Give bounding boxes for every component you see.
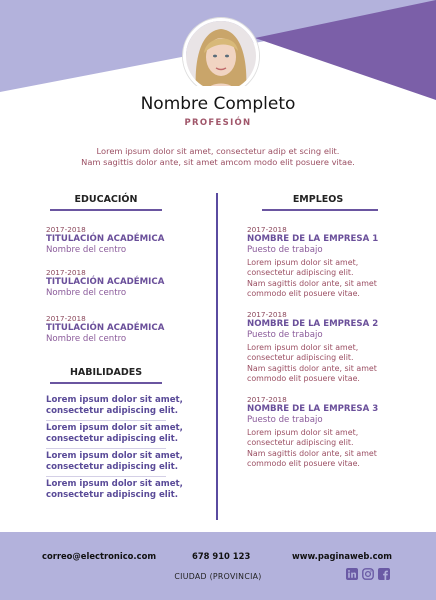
job-desc-line: Lorem ipsum dolor sit amet, (247, 343, 359, 352)
job-position: Puesto de trabajo (247, 245, 323, 255)
education-year: 2017-2018 (46, 268, 86, 277)
skills-title: HABILIDADES (69, 367, 143, 378)
footer-website[interactable]: www.paginaweb.com (292, 551, 393, 561)
job-desc-line: commodo elit posuere vitae. (247, 288, 360, 298)
jobs-title: EMPLEOS (292, 194, 344, 205)
skill-separator (46, 420, 166, 421)
education-degree: TITULACIÓN ACADÉMICA (46, 234, 165, 244)
job-description (247, 428, 378, 469)
education-year: 2017-2018 (46, 314, 86, 323)
skill-line: Lorem ipsum dolor sit amet, (46, 451, 183, 461)
job-position: Puesto de trabajo (247, 415, 323, 425)
education-center: Nombre del centro (46, 245, 127, 255)
skill-separator (46, 476, 166, 477)
intro-text (40, 146, 396, 168)
job-position: Puesto de trabajo (247, 330, 323, 340)
job-desc-line: Lorem ipsum dolor sit amet, (247, 258, 359, 267)
skill-line: Lorem ipsum dolor sit amet, (46, 479, 183, 489)
job-year: 2017-2018 (247, 225, 287, 234)
education-degree: TITULACIÓN ACADÉMICA (46, 323, 165, 333)
job-desc-line: Lorem ipsum dolor sit amet, (247, 428, 359, 437)
job-company: NOMBRE DE LA EMPRESA 2 (247, 319, 379, 329)
job-desc-line: commodo elit posuere vitae. (247, 373, 360, 383)
job-company: NOMBRE DE LA EMPRESA 3 (247, 404, 379, 414)
job-year: 2017-2018 (247, 310, 287, 319)
job-desc-line: Nam sagittis dolor ante, sit amet (247, 363, 377, 373)
skill-line: Lorem ipsum dolor sit amet, (46, 395, 183, 405)
skill-separator (46, 448, 166, 449)
job-item (247, 310, 378, 384)
job-year: 2017-2018 (247, 395, 287, 404)
column-divider (216, 193, 218, 520)
skill-item (46, 395, 183, 417)
job-company: NOMBRE DE LA EMPRESA 1 (247, 234, 379, 244)
education-center: Nombre del centro (46, 334, 127, 344)
job-description (247, 343, 378, 384)
job-desc-line: Nam sagittis dolor ante, sit amet (247, 448, 377, 458)
full-name: Nombre Completo (140, 94, 296, 114)
education-degree: TITULACIÓN ACADÉMICA (46, 277, 165, 287)
education-item (46, 314, 164, 345)
education-underline (50, 209, 162, 211)
job-desc-line: Nam sagittis dolor ante, sit amet (247, 278, 377, 288)
skills-underline (50, 382, 162, 384)
footer-phone[interactable]: 678 910 123 (192, 551, 251, 561)
footer-email[interactable]: correo@electronico.com (42, 551, 157, 561)
profile-photo (183, 18, 259, 94)
jobs-underline (262, 209, 378, 211)
education-center: Nombre del centro (46, 288, 127, 298)
facebook-icon[interactable] (378, 568, 390, 580)
job-desc-line: commodo elit posuere vitae. (247, 458, 360, 468)
job-item (247, 395, 378, 469)
skill-item (46, 479, 183, 501)
footer-city: CIUDAD (PROVINCIA) (174, 572, 262, 581)
skill-line: consectetur adipiscing elit. (46, 462, 179, 472)
profession: PROFESIÓN (184, 118, 252, 128)
footer (0, 532, 436, 600)
job-desc-line: consectetur adipiscing elit. (247, 268, 354, 278)
skill-item (46, 423, 183, 445)
intro-line: Lorem ipsum dolor sit amet, consectetur adip et scing elit. (96, 146, 340, 156)
education-title: EDUCACIÓN (74, 194, 138, 205)
skill-line: consectetur adipiscing elit. (46, 406, 179, 416)
skill-line: consectetur adipiscing elit. (46, 434, 179, 444)
education-year: 2017-2018 (46, 225, 86, 234)
education-item (46, 225, 164, 256)
education-item (46, 268, 164, 299)
instagram-icon[interactable] (362, 568, 374, 580)
skill-item (46, 451, 183, 473)
job-desc-line: consectetur adipiscing elit. (247, 353, 354, 363)
skill-line: Lorem ipsum dolor sit amet, (46, 423, 183, 433)
job-item (247, 225, 378, 299)
job-desc-line: consectetur adipiscing elit. (247, 438, 354, 448)
skill-line: consectetur adipiscing elit. (46, 490, 179, 500)
intro-line: Nam sagittis dolor ante, sit amet amcom modo elit posuere vitae. (81, 157, 355, 167)
job-description (247, 258, 378, 299)
linkedin-icon[interactable] (346, 568, 358, 580)
